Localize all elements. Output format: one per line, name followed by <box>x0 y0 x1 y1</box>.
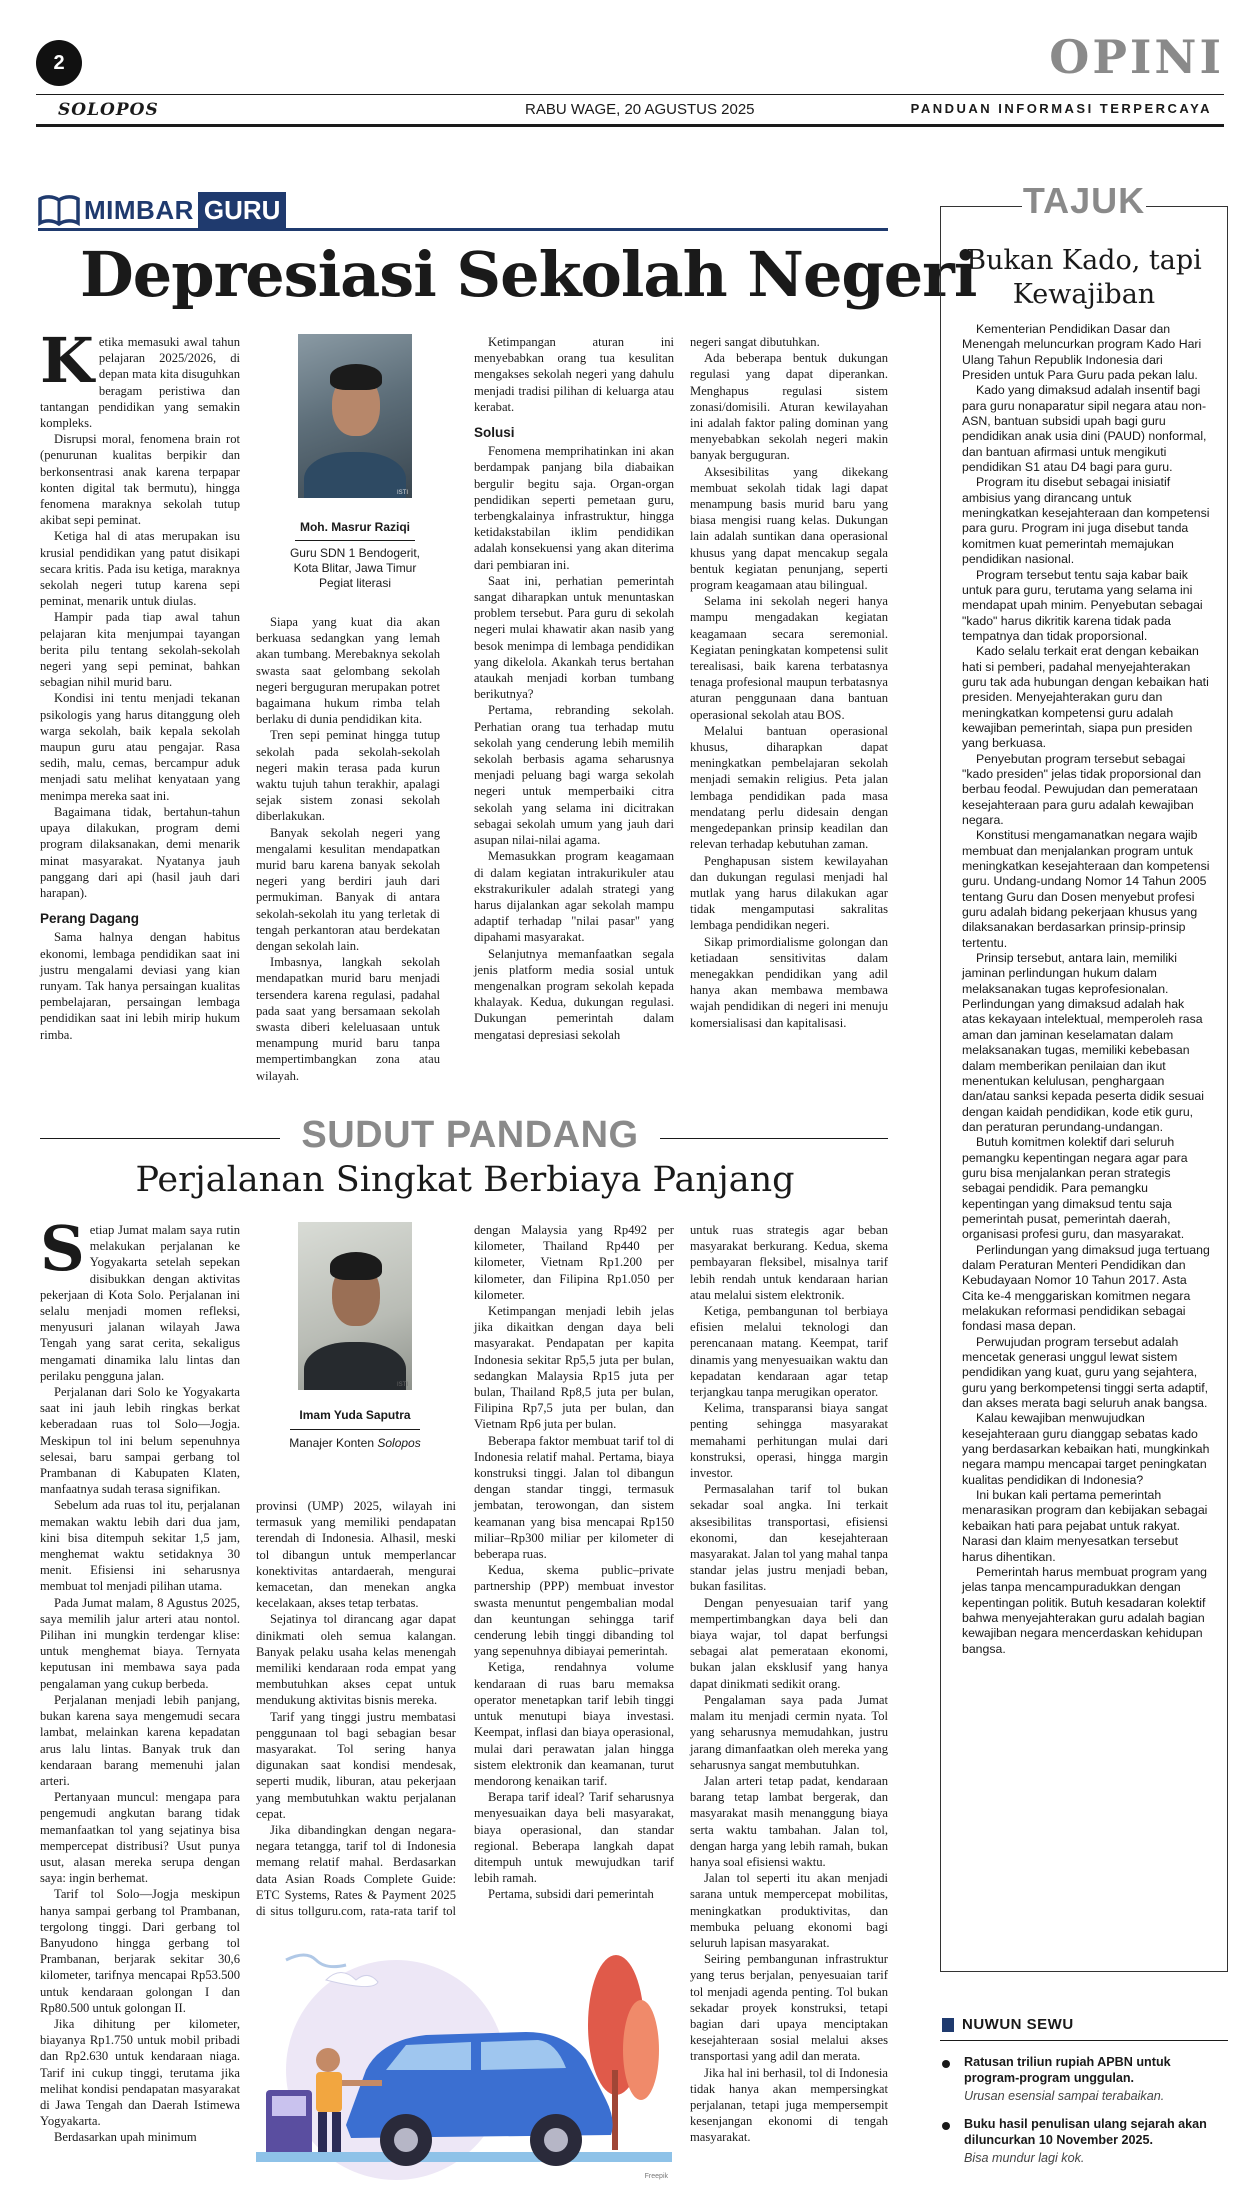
paragraph: Jika dibandingkan dengan negara-negara tetangga, tarif tol di Indonesia memang relatif mahal. Berdasarkan data Asian Roads Complete Guide: ETC Systems, Rates & Payment 2025 di situs tollguru.com, rata-rata tarif tol <box>256 1823 456 1919</box>
header-top-rule <box>36 94 1224 95</box>
paragraph: Prinsip tersebut, antara lain, memiliki jaminan perlindungan hukum dalam melaksanakan tugas keprofesionalan. Perlindungan yang dimaksud adalah hak atas kekayaan intelektual, memperoleh rasa aman dan jaminan keselamatan dalam melaksanakan tugas, memiliki kebebasan dalam memberikan penilaian dan ikut menentukan kelulusan, penghargaan dan/atau sanksi kepada peserta didik sesuai dengan kaidah pendidikan, kode etik guru, dan peraturan perundang-undangan. <box>962 951 1204 1134</box>
paragraph: Ada beberapa bentuk dukungan regulasi yang dapat diperankan. Menghapus regulasi sistem zonasi/domisili. Aturan kewilayahan ini adalah faktor paling dominan yang menyebabkan sekolah negeri makin banyak berguguran. <box>690 351 888 463</box>
paragraph: Pemerintah harus membuat program yang jelas tanpa mencampuradukkan dengan kepentingan politik. Butuh kesadaran kolektif bahwa menyejahterakan guru adalah bagian kewajiban negara mencerdaskan kehidupan bangsa. <box>962 1564 1208 1656</box>
sudut-column-3 <box>474 1222 674 1903</box>
sudut-column-1 <box>40 1212 240 2146</box>
paragraph: Jalan arteri tetap padat, kendaraan barang tetap lambat bergerak, dan masyarakat masih menanggung biaya serta waktu tambahan. Jalan tol, dengan harga yang lebih ramah, bukan hanya soal efisiensi waktu. <box>690 1773 888 1869</box>
mimbar-rule <box>38 228 888 231</box>
illustration-credit: Freepik <box>644 2173 668 2180</box>
paragraph: Jalan tol seperti itu akan menjadi sarana untuk mempercepat mobilitas, meningkatkan produktivitas, dan membuka peluang ekonomi bagi seluruh lapisan masyarakat. <box>690 1871 888 1950</box>
open-book-icon <box>38 194 80 226</box>
paragraph: Tarif tol Solo—Jogja meskipun hanya sampai gerbang tol Prambanan, tergolong tinggi. Dari gerbang tol Banyudono hingga gerbang tol Prambanan, berjarak sekitar 30,6 kilometer, tarifnya mencapai Rp53.500 untuk kendaraan golongan I dan Rp80.500 untuk golongan II. <box>40 1887 240 2015</box>
paragraph: Berapa tarif ideal? Tarif seharusnya menyesuaikan daya beli masyarakat, biaya operasional, dan standar regional. Beberapa langkah dapat ditempuh untuk mewujudkan tarif lebih ramah. <box>474 1790 674 1886</box>
header-tagline: PANDUAN INFORMASI TERPERCAYA <box>910 101 1212 116</box>
nuwun-item: Ratusan triliun rupiah APBN untuk program-program unggulan. <box>964 2055 1171 2085</box>
paragraph: Selanjutnya memanfaatkan segala jenis platform media sosial untuk mengenalkan program sekolah kepada khalayak. Kedua, dukungan regulasi. Dukungan pemerintah dalam mengatasi depresiasi sekolah <box>474 946 674 1042</box>
paragraph: Disrupsi moral, fenomena brain rot (penurunan kualitas berpikir dan berkonsentrasi anak karena terpapar konten digital tak bermutu), hingga fenomena maraknya sekolah tutup akibat sepi peminat. <box>40 432 240 528</box>
guru-label: GURU <box>198 192 287 228</box>
photo-credit: ISTI <box>396 490 408 496</box>
paragraph: Perlindungan yang dimaksud juga tertuang dalam Peraturan Menteri Pendidikan dan Kebudayaan Nomor 10 Tahun 2017. Asta Cita ke-4 menggariskan komitmen negara melakukan reformasi pendidikan sebagai fondasi masa depan. <box>962 1242 1210 1334</box>
nuwun-rule <box>940 2040 1228 2041</box>
paragraph: Kado selalu terkait erat dengan kebaikan hati si pemberi, padahal menyejahterakan guru tak ada hubungan dengan kebaikan hati presiden. Menyejahterakan guru dan meningkatkan kompetensi guru adalah kewajiban pemerintah, siapa pun presiden yang berkuasa. <box>962 644 1209 751</box>
nuwun-reply: Bisa mundur lagi kok. <box>964 2151 1085 2165</box>
nuwun-title: NUWUN SEWU <box>962 2016 1074 2033</box>
section-title: OPINI <box>1049 30 1224 84</box>
paragraph: Tren sepi peminat hingga tutup sekolah pada sekolah-sekolah negeri makin terasa pada kurun waktu tujuh tahun terakhir, apalagi sejak sistem zonasi sekolah diberlakukan. <box>256 728 440 824</box>
paragraph: Melalui bantuan operasional khusus, diharapkan dapat meningkatkan pembelajaran sekolah menjadi semakin religius. Peta jalan lembaga pendidikan pada masa mendatang perlu didesain dengan mengedepankan prinsip keadilan dan relevan terhadap kebutuhan zaman. <box>690 723 888 852</box>
paragraph: Kedua, skema public–private partnership (PPP) membuat investor swasta menuntut pengembalian modal dan keuntungan sehingga tarif cenderung lebih tinggi dibanding tol yang sepenuhnya dibiayai pemerintah. <box>474 1563 674 1659</box>
sudut-rule-left <box>40 1138 280 1139</box>
author-photo <box>298 334 412 498</box>
mimbar-label: MIMBAR <box>84 194 194 225</box>
paragraph: Ketiga hal di atas merupakan isu krusial pendidikan yang patut disikapi secara kritis. Pada isu ketiga, maraknya sekolah negeri tutup karena sepi peminat, menarik untuk diulas. <box>40 529 240 609</box>
sudut-rule-right <box>660 1138 888 1139</box>
paragraph: provinsi (UMP) 2025, wilayah ini termasuk yang memiliki pendapatan terendah di Indonesia. Alhasil, meski tol dibangun untuk memperlancar konektivitas antardaerah, mengurai kemacetan, dan menekan angka kecelakaan, akses tetap terbatas. <box>256 1499 456 1611</box>
paragraph: Program itu disebut sebagai inisiatif ambisius yang dirancang untuk meningkatkan kesejahteraan dan kompetensi para guru. Program ini juga disebut tanda komitmen kuat pemerintah memajukan pendidikan nasional. <box>962 475 1210 567</box>
bullet-icon <box>942 2060 950 2068</box>
paragraph: Sikap primordialisme golongan dan ketiadaan sensitivitas dalam menegakkan pendidikan yang adil hanya akan membawa membawa wajah pendidikan di negeri ini menuju komersialisasi dan kapitalisasi. <box>690 934 888 1030</box>
paragraph: Sejatinya tol dirancang agar dapat dinikmati oleh semua kalangan. Banyak pelaku usaha kelas menengah memiliki kendaraan roda empat yang membutuhkan akses cepat untuk mendukung aktivitas bisnis mereka. <box>256 1612 456 1708</box>
paragraph: Dengan penyesuaian tarif yang mempertimbangkan daya beli dan biaya wajar, tol dapat berfungsi sebagai alat pemerataan ekonomi, bukan jalan eksklusif yang hanya dapat dinikmati sedikit orang. <box>690 1595 888 1691</box>
paragraph: Pertama, rebranding sekolah. Perhatian orang tua terhadap mutu sekolah yang cenderung lebih memilih sekolah berbasis agama seharusnya menjadi peluang bagi warga sekolah negeri untuk memperbaiki citra sekolah yang selama ini dicitrakan sebagai sekolah umum yang jauh dari asupan nilai-nilai agama. <box>474 703 674 848</box>
paragraph: Saat ini, perhatian pemerintah sangat diharapkan untuk menuntaskan problem tersebut. Para guru di sekolah negeri mulai khawatir akan nasib yang besok menimpa di lembaga pendidikan yang dikelola. Akankah terus bertahan ataukah menjadi korban tumbang berikutnya? <box>474 573 674 702</box>
paragraph: Kementerian Pendidikan Dasar dan Menengah meluncurkan program Kado Hari Ulang Tahun Republik Indonesia dari Presiden untuk Para Guru pada pekan lalu. <box>962 322 1202 383</box>
paragraph: Sama halnya dengan habitus ekonomi, lembaga pendidikan saat ini justru mengalami deviasi yang kian runyam. Tak hanya persaingan kualitas pembelajaran, persaingan lembaga pendidikan saat ini lebih mirip hukum rimba. <box>40 930 240 1042</box>
nuwun-reply: Urusan esensial sampai terabaikan. <box>964 2089 1165 2103</box>
author-role: Manajer Konten <box>289 1436 374 1450</box>
dropcap: S <box>40 1212 85 1285</box>
sudut-column-4 <box>690 1222 888 2146</box>
nuwun-marker <box>942 2018 954 2032</box>
author-name: Imam Yuda Saputra <box>299 1408 411 1422</box>
paragraph: Program tersebut tentu saja kabar baik untuk para guru, terutama yang selama ini mendapat upah minim. Penyebutan sebagai "kado" harus dikritik karena tidak pada tempatnya dan tidak proporsional. <box>962 567 1203 643</box>
author-role: Guru SDN 1 Bendogerit, Kota Blitar, Jawa Timur Pegiat literasi <box>289 546 421 590</box>
paragraph: Banyak sekolah negeri yang mengalami kesulitan mendapatkan murid baru karena banyak sekolah negeri yang berdiri jauh dari permukiman. Banyak di antara sekolah-sekolah itu yang terletak di tengah perkantoran atau berdekatan dengan sekolah lain. <box>256 825 440 954</box>
paragraph: Perjalanan dari Solo ke Yogyakarta saat ini jauh lebih ringkas berkat keberadaan ruas tol Solo—Jogja. Meskipun tol ini belum sepenuhnya selesai, baru sampai gerbang tol Prambanan di Kabupaten Klaten, manfaatnya sudah terasa signifikan. <box>40 1385 240 1497</box>
author-outlet: Solopos <box>377 1436 421 1450</box>
paragraph: Bagaimana tidak, bertahun-tahun upaya dilakukan, program demi program dilaksanakan, demi menarik minat masyarakat. Nyatanya jauh panggang dari api (hasil jauh dari harapan). <box>40 804 240 900</box>
paragraph: Hampir pada tiap awal tahun pelajaran kita menjumpai tayangan berita pilu tentang sekolah-sekolah negeri yang sepi peminat, bahkan sebagian nihil murid baru. <box>40 610 240 690</box>
paragraph: negeri sangat dibutuhkan. <box>690 335 820 349</box>
sudut-kicker: SUDUT PANDANG <box>301 1114 639 1156</box>
paragraph: Ketiga, pembangunan tol berbiaya efisien melalui teknologi dan perencanaan matang. Keempat, tarif dinamis yang menyesuaikan waktu dan kepadatan kendaraan agar tetap terjangkau tanpa merugikan operator. <box>690 1304 888 1400</box>
paragraph: Ketimpangan menjadi lebih jelas jika dikaitkan dengan daya beli masyarakat. Pendapatan per kapita Indonesia sekitar Rp5,5 juta per bulan, sedangkan Malaysia Rp15 juta per bulan, Thailand Rp8,5 juta per bulan, Filipina Rp7,5 juta per bulan, dan Vietnam Rp6 juta per bulan. <box>474 1304 674 1432</box>
paragraph: Jika hal ini berhasil, tol di Indonesia tidak hanya akan mempersingkat perjalanan, tetapi juga mempersempit kesenjangan ekonomi di tengah masyarakat. <box>690 2065 888 2145</box>
bullet-icon <box>942 2122 950 2130</box>
header-bottom-rule <box>36 124 1224 127</box>
paragraph: Fenomena memprihatinkan ini akan berdampak panjang bila diabaikan bergulir begitu saja. Organ-organ pendidikan seperti pemetaan guru, terbengkalainya infrastruktur, hingga ketidakstabilan iklim pendidikan adalah konsekuensi yang akan diterima dari pembiaran ini. <box>474 444 674 572</box>
paragraph: dengan Malaysia yang Rp492 per kilometer, Thailand Rp440 per kilometer, Vietnam Rp1.200 per kilometer, dan Filipina Rp1.050 per kilometer. <box>474 1223 674 1302</box>
mimbar-column-3 <box>474 334 674 1043</box>
paragraph: etiap Jumat malam saya rutin melakukan perjalanan ke Yogyakarta setelah sepekan disibukkan dengan aktivitas pekerjaan di Kota Solo. Perjalanan ini selalu menjadi momen refleksi, menyusuri jalanan wilayah Jawa Tengah yang sarat cerita, sekaligus mengamati dinamika lalu lintas dan perilaku pengguna jalan. <box>40 1223 240 1383</box>
paragraph: Jika dihitung per kilometer, biayanya Rp1.750 untuk mobil pribadi dan Rp2.630 untuk kendaraan niaga. Tarif ini cukup tinggi, terutama jika melihat kondisi pendapatan masyarakat di Jawa Tengah dan Daerah Istimewa Yogyakarta. <box>40 2016 240 2129</box>
paragraph: Memasukkan program keagamaan di dalam kegiatan intrakurikuler atau ekstrakurikuler adalah strategi yang harus dijalankan agar sekolah mampu adaptif terhadap "nilai pasar" yang dipahami masyarakat. <box>474 849 674 945</box>
paragraph: Pada Jumat malam, 8 Agustus 2025, saya memilih jalur arteri atau nontol. Pilihan ini mungkin terdengar klise: untuk menghemat biaya. Ternyata keputusan ini membawa saya pada pengalaman yang cukup berbeda. <box>40 1595 240 1691</box>
mimbar-column-4 <box>690 334 888 1031</box>
toll-booth-illustration <box>256 1920 672 2180</box>
paragraph: Permasalahan tarif tol bukan sekadar soal angka. Ini terkait aksesibilitas transportasi, efisiensi ekonomi, dan kesejahteraan masyarakat. Jalan tol yang mahal tanpa standar jelas justru menjadi beban, bukan fasilitas. <box>690 1482 888 1594</box>
paragraph: Penyebutan program tersebut sebagai "kado presiden" jelas tidak proporsional dan berbau feodal. Pewujudan dan pemerataan kesejahteraan para guru adalah kewajiban negara. <box>962 751 1202 827</box>
sudut-headline: Perjalanan Singkat Berbiaya Panjang <box>135 1160 795 1200</box>
paragraph: Perjalanan menjadi lebih panjang, bukan karena saya mengemudi secara lambat, melainkan karena kepadatan arus lalu lintas. Banyak truk dan kendaraan barang memenuhi jalan arteri. <box>40 1692 240 1788</box>
paragraph: untuk ruas strategis agar beban masyarakat berkurang. Kedua, skema pembayaran fleksibel, misalnya tarif lebih rendah untuk kendaraan harian atau melalui sistem elektronik. <box>690 1223 888 1302</box>
paragraph: Penghapusan sistem kewilayahan dan dukungan regulasi menjadi hal mutlak yang harus dilakukan agar tidak mengamputasi sakralitas lembaga pendidikan negeri. <box>690 853 888 933</box>
paragraph: Pengalaman saya pada Jumat malam itu menjadi cermin nyata. Tol yang seharusnya memudahkan, justru jarang dimanfaatkan oleh mereka yang seharusnya sangat membutuhkan. <box>690 1692 888 1772</box>
tajuk-kicker: TAJUK <box>1022 180 1146 221</box>
paragraph: Selama ini sekolah negeri hanya mampu mengadakan kegiatan keagamaan secara seremonial. Kegiatan peningkatan kompetensi sulit terealisasi, baik karena terbatasnya tenaga profesional maupun terbatasnya aturan penggunaan dana bantuan operasional sekolah atau BOS. <box>690 594 888 722</box>
paragraph: Beberapa faktor membuat tarif tol di Indonesia relatif mahal. Pertama, biaya konstruksi tinggi. Jalan tol dibangun dengan standar tinggi, termasuk jembatan, terowongan, dan sistem keamanan yang bisa mencapai Rp150 miliar–Rp300 miliar per kilometer di beberapa ruas. <box>474 1433 674 1562</box>
author-byline <box>270 1408 440 1451</box>
tajuk-headline: Bukan Kado, tapi Kewajiban <box>966 245 1202 310</box>
paragraph: Tarif yang tinggi justru membatasi penggunaan tol bagi sebagian besar masyarakat. Tol sering hanya digunakan saat kondisi mendesak, seperti mudik, liburan, atau pekerjaan yang membutuhkan waktu perjalanan cepat. <box>256 1709 456 1821</box>
mimbar-kicker <box>38 192 286 228</box>
sudut-column-2 <box>256 1498 456 1952</box>
subheading: Perang Dagang <box>40 911 140 927</box>
author-name: Moh. Masrur Raziqi <box>299 520 410 534</box>
dropcap: K <box>40 324 94 397</box>
paragraph: Butuh komitmen kolektif dari seluruh pemangku kepentingan negara agar para guru bisa menjalankan peran strategis sebagai pendidik. Para pemangku kepentingan yang dimaksud tentu saja pemerintah pusat, pemerintah daerah, organisasi profesi guru, dan masyarakat. <box>962 1135 1188 1242</box>
paragraph: Ketiga, rendahnya volume kendaraan di ruas baru memaksa operator menetapkan tarif lebih tinggi untuk menutupi biaya investasi. Keempat, inflasi dan biaya operasional, mulai dari perawatan jalan hingga sistem elektronik dan keamanan, turut mendorong kenaikan tarif. <box>474 1660 674 1788</box>
mimbar-column-2 <box>256 614 440 1084</box>
photo-credit: ISTI <box>396 1382 408 1388</box>
paragraph: Perwujudan program tersebut adalah mencetak generasi unggul lewat sistem pendidikan yang kuat, guru yang sejahtera, guru yang berkompetensi tinggi serta adaptif, dan akses merata bagi seluruh anak bangsa. <box>962 1334 1209 1411</box>
paragraph: Aksesibilitas yang dikekang membuat sekolah tidak lagi dapat menampung basis murid baru yang biasa mengisi ruang kelas. Dukungan lain adalah suntikan dana operasional khusus yang dapat mencakup segala bentuk kegiatan penunjang, seperti program keagamaan atau bilingual. <box>690 464 888 593</box>
paragraph: Sebelum ada ruas tol itu, perjalanan memakan waktu lebih dari dua jam, kini bisa ditempuh sekitar 1,5 jam, menghemat waktu setidaknya 30 menit. Efisiensi ini seharusnya membuat tol menjadi pilihan utama. <box>40 1498 240 1594</box>
paragraph: Kalau kewajiban menwujudkan kesejahteraan guru dianggap sebatas kado yang berdasarkan kebaikan hati, mungkinkah negara mampu mencapai target peningkatan kualitas pendidikan di Indonesia? <box>962 1411 1210 1487</box>
subheading: Solusi <box>474 425 515 441</box>
author-byline <box>280 520 430 591</box>
paragraph: Berdasarkan upah minimum <box>54 2130 197 2145</box>
header-date: RABU WAGE, 20 AGUSTUS 2025 <box>525 101 755 118</box>
paragraph: Konstitusi mengamanatkan negara wajib membuat dan menjalankan program untuk meningkatkan kesejahteraan dan kompetensi guru. Undang-undang Nomor 14 Tahun 2005 tentang Guru dan Dosen menyebut profesi guru adalah bidang pekerjaan khusus yang dilaksanakan berdasarkan prinsip-prinsip tertentu. <box>962 828 1210 950</box>
paragraph: Kelima, transparansi biaya sangat penting sehingga masyarakat memahami perhitungan mulai dari konstruksi, operasi, hingga margin investor. <box>690 1401 888 1481</box>
paragraph: Imbasnya, langkah sekolah mendapatkan murid baru menjadi tersendera karena regulasi, padahal pada saat yang bersamaan sekolah swasta diberi keleluasaan untuk menampung murid baru tanpa mempertimbangkan zona atau wilayah. <box>256 955 440 1083</box>
paragraph: Kado yang dimaksud adalah insentif bagi para guru nonaparatur sipil negara atau non-ASN, bantuan subsidi upah bagi guru pendidikan anak usia dini (PAUD) nonformal, dan bantuan afirmasi untuk mengikuti pendidikan S1 atau D4 bagi para guru. <box>962 383 1207 475</box>
nuwun-item: Buku hasil penulisan ulang sejarah akan diluncurkan 10 November 2025. <box>964 2117 1207 2147</box>
paragraph: Seiring pembangunan infrastruktur yang terus berjalan, penyesuaian tarif tol menjadi agenda penting. Tol bukan sekadar proyek konstruksi, tetapi bagian dari upaya menciptakan kesejahteraan sosial melalui akses transportasi yang adil dan merata. <box>690 1952 888 2064</box>
tajuk-body <box>962 322 1210 1657</box>
paragraph: etika memasuki awal tahun pelajaran 2025/2026, di depan mata kita disuguhkan beragam peristiwa dan tantangan pendidikan yang semakin kompleks. <box>40 335 240 431</box>
paper-logo: SOLOPOS <box>58 100 159 120</box>
paragraph: Siapa yang kuat dia akan berkuasa sedangkan yang lemah akan tumbang. Merebaknya sekolah swasta saat gelombang sekolah negeri berguguran merupakan potret bagaimana hukum rimba telah berlaku di dunia pendidikan kita. <box>256 615 440 727</box>
paragraph: Kondisi ini tentu menjadi tekanan psikologis yang harus ditanggung oleh warga sekolah, baik kepala sekolah maupun guru atau pengajar. Rasa sedih, malu, cemas, bercampur aduk menjadi satu melihat kenyataan yang menimpa mereka saat ini. <box>40 691 240 803</box>
mimbar-column-1 <box>40 324 240 1043</box>
paragraph: Ini bukan kali pertama pemerintah menarasikan program dan kebijakan sebagai kebaikan hati para pejabat untuk rakyat. Narasi dan klaim menyesatkan tersebut harus dihentikan. <box>962 1488 1208 1564</box>
author-photo <box>298 1222 412 1390</box>
paragraph: Ketimpangan aturan ini menyebabkan orang tua kesulitan mengakses sekolah negeri yang dahulu menjadi tradisi pilihan di keluarga atau kerabat. <box>474 335 674 414</box>
page-number-badge: 2 <box>36 40 82 86</box>
paragraph: Pertama, subsidi dari pemerintah <box>488 1887 654 1902</box>
mimbar-headline: Depresiasi Sekolah Negeri <box>80 238 977 311</box>
paragraph: Pertanyaan muncul: mengapa para pengemudi angkutan barang tidak memanfaatkan tol yang sejatinya bisa mempercepat distribusi? Usut punya usut, alasan mereka serupa dengan saya: ingin berhemat. <box>40 1790 240 1886</box>
